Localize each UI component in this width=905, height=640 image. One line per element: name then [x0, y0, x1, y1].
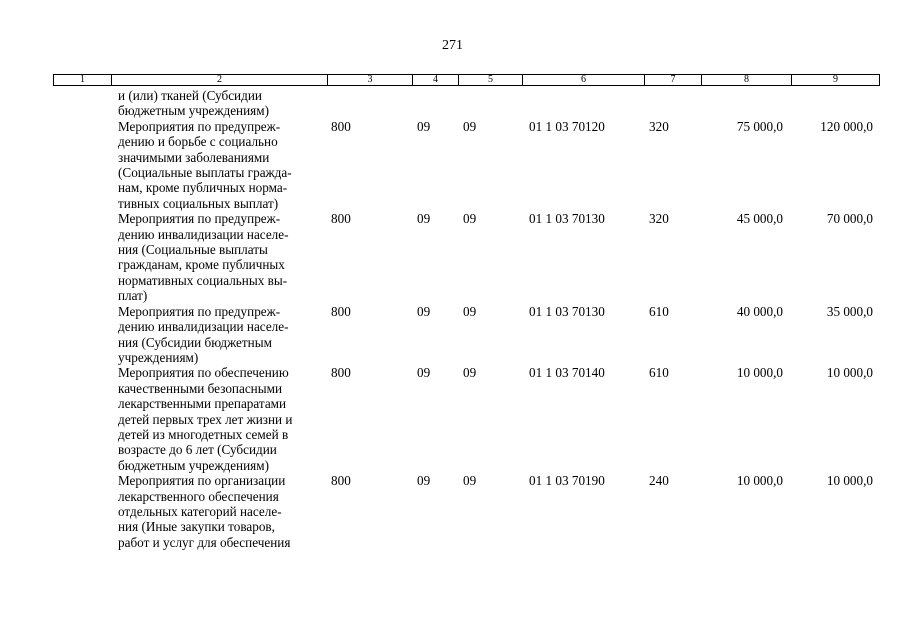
description-line: ния (Социальные выплаты — [118, 242, 268, 258]
description-line: Мероприятия по предупреж- — [118, 211, 281, 227]
table-row — [53, 211, 879, 303]
amount-year-1: 45 000,0 — [736, 211, 783, 227]
section-code: 09 — [417, 303, 431, 319]
table-row — [53, 119, 879, 211]
department-code: 800 — [331, 211, 351, 227]
description-line: ния (Иные закупки товаров, — [118, 519, 275, 535]
subsection-code: 09 — [463, 473, 477, 489]
section-code: 09 — [417, 118, 431, 134]
description-line: дению и борьбе с социально — [118, 134, 278, 150]
description-line: (Социальные выплаты гражда- — [118, 165, 292, 181]
subsection-code: 09 — [463, 211, 477, 227]
description-line: нам, кроме публичных норма- — [118, 180, 288, 196]
column-header-5: 5 — [459, 75, 523, 86]
target-article-code: 01 1 03 70120 — [529, 118, 605, 134]
description-line: бюджетным учреждениям) — [118, 103, 269, 119]
description-line: нормативных социальных вы- — [118, 272, 288, 288]
description-line: отдельных категорий населе- — [118, 503, 282, 519]
column-header-9: 9 — [792, 75, 880, 86]
description-line: гражданам, кроме публичных — [118, 257, 285, 273]
column-header-1: 1 — [54, 75, 112, 86]
description-line: Мероприятия по организации — [118, 473, 286, 489]
subsection-code: 09 — [463, 118, 477, 134]
department-code: 800 — [331, 118, 351, 134]
table-row — [53, 88, 879, 119]
description-line: лекарственными препаратами — [118, 396, 287, 412]
column-header-3: 3 — [328, 75, 413, 86]
column-header-7: 7 — [645, 75, 702, 86]
section-code: 09 — [417, 365, 431, 381]
department-code: 800 — [331, 473, 351, 489]
amount-year-2: 10 000,0 — [826, 473, 873, 489]
description-line: учреждениям) — [118, 349, 199, 365]
target-article-code: 01 1 03 70190 — [529, 473, 605, 489]
row-description — [118, 473, 338, 550]
expense-type-code: 610 — [649, 365, 669, 381]
row-description — [118, 211, 338, 303]
target-article-code: 01 1 03 70130 — [529, 303, 605, 319]
expense-type-code: 240 — [649, 473, 669, 489]
target-article-code: 01 1 03 70130 — [529, 211, 605, 227]
description-line: Мероприятия по предупреж- — [118, 118, 281, 134]
table-row — [53, 304, 879, 366]
page-number: 271 — [442, 38, 463, 53]
column-header-6: 6 — [523, 75, 645, 86]
column-header-4: 4 — [413, 75, 459, 86]
description-line: дению инвалидизации населе- — [118, 226, 289, 242]
description-line: лекарственного обеспечения — [118, 488, 279, 504]
expense-type-code: 320 — [649, 118, 669, 134]
row-description — [118, 365, 338, 473]
row-description — [118, 304, 338, 366]
description-line: тивных социальных выплат) — [118, 195, 279, 211]
description-line: качественными безопасными — [118, 380, 282, 396]
section-code: 09 — [417, 211, 431, 227]
table-row — [53, 365, 879, 473]
amount-year-2: 70 000,0 — [826, 211, 873, 227]
target-article-code: 01 1 03 70140 — [529, 365, 605, 381]
expense-type-code: 320 — [649, 211, 669, 227]
amount-year-1: 10 000,0 — [736, 365, 783, 381]
description-line: и (или) тканей (Субсидии — [118, 88, 262, 103]
expense-type-code: 610 — [649, 303, 669, 319]
column-header-row — [54, 75, 880, 86]
amount-year-1: 75 000,0 — [736, 118, 783, 134]
row-description — [118, 88, 338, 119]
description-line: детей первых трех лет жизни и — [118, 411, 293, 427]
row-description — [118, 119, 338, 211]
description-line: Мероприятия по обеспечению — [118, 365, 289, 381]
column-header-8: 8 — [702, 75, 792, 86]
subsection-code: 09 — [463, 365, 477, 381]
description-line: значимыми заболеваниями — [118, 149, 270, 165]
column-header-table — [53, 74, 880, 86]
amount-year-1: 10 000,0 — [736, 473, 783, 489]
department-code: 800 — [331, 365, 351, 381]
amount-year-2: 120 000,0 — [820, 118, 873, 134]
department-code: 800 — [331, 303, 351, 319]
description-line: работ и услуг для обеспечения — [118, 534, 291, 550]
amount-year-2: 35 000,0 — [826, 303, 873, 319]
subsection-code: 09 — [463, 303, 477, 319]
budget-table-body — [53, 88, 879, 550]
description-line: возрасте до 6 лет (Субсидии — [118, 442, 277, 458]
column-header-2: 2 — [112, 75, 328, 86]
description-line: бюджетным учреждениям) — [118, 457, 269, 473]
description-line: Мероприятия по предупреж- — [118, 303, 281, 319]
description-line: плат) — [118, 288, 148, 304]
description-line: дению инвалидизации населе- — [118, 319, 289, 335]
table-row — [53, 473, 879, 550]
description-line: ния (Субсидии бюджетным — [118, 334, 272, 350]
section-code: 09 — [417, 473, 431, 489]
description-line: детей из многодетных семей в — [118, 426, 289, 442]
amount-year-2: 10 000,0 — [826, 365, 873, 381]
amount-year-1: 40 000,0 — [736, 303, 783, 319]
